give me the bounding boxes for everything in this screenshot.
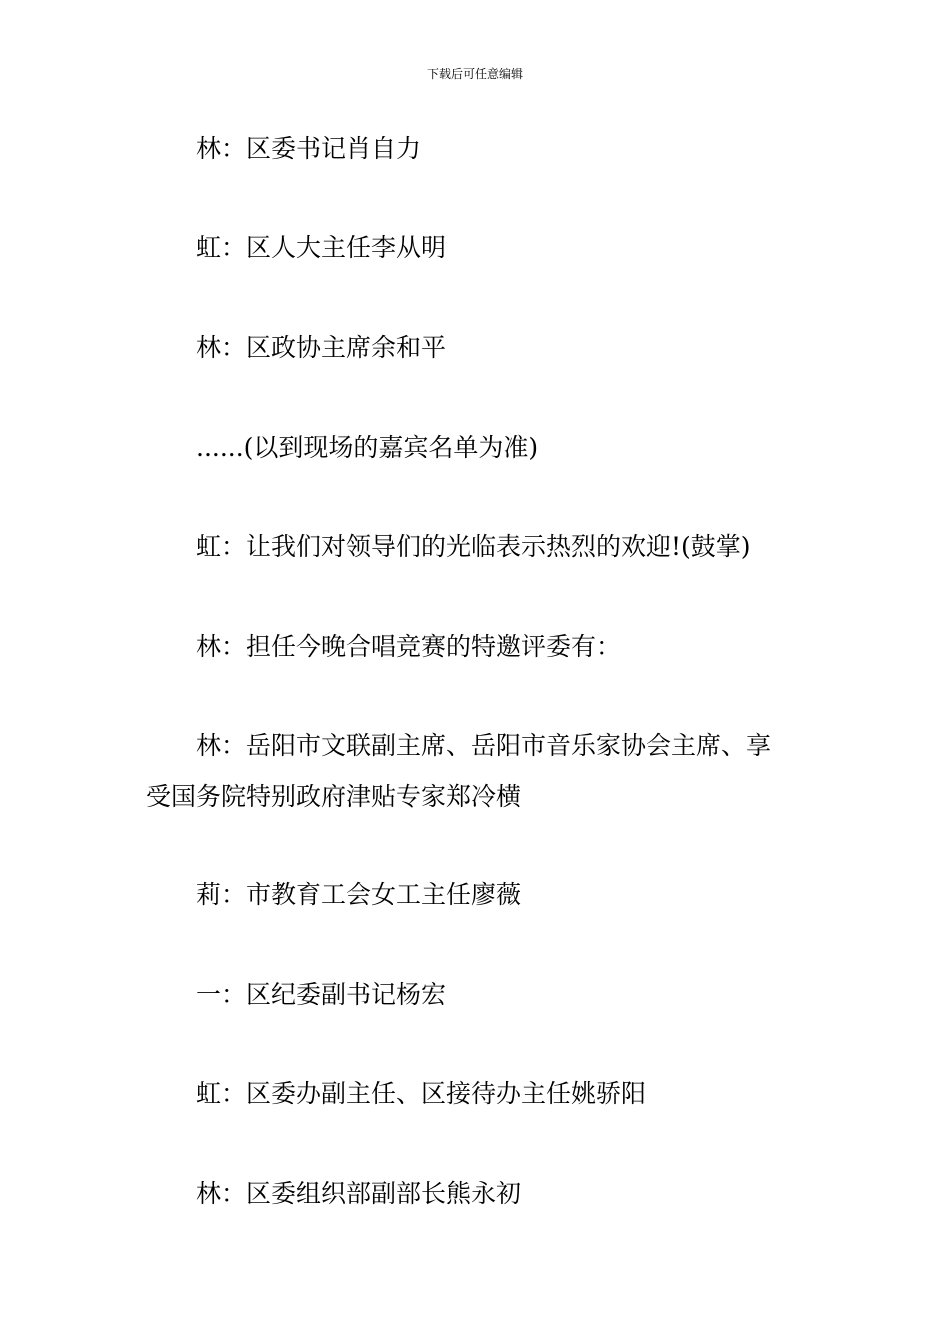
paragraph-judge-2: 莉：市教育工会女工主任廖薇: [196, 880, 522, 909]
paragraph-judge-1-line-1: 林：岳阳市文联副主席、岳阳市音乐家协会主席、享: [196, 731, 772, 760]
paragraph-judges-intro: 林：担任今晚合唱竞赛的特邀评委有：: [196, 632, 622, 661]
paragraph-judge-1-line-2: 受国务院特别政府津贴专家郑冷横: [146, 782, 522, 811]
paragraph-welcome: 虹：让我们对领导们的光临表示热烈的欢迎!(鼓掌): [196, 532, 751, 561]
paragraph-host-lin-2: 林：区政协主席余和平: [196, 333, 447, 362]
paragraph-judge-5: 林：区委组织部副部长熊永初: [196, 1179, 522, 1208]
page-header: 下载后可任意编辑: [426, 67, 523, 81]
paragraph-host-lin-1: 林：区委书记肖自力: [196, 134, 422, 163]
paragraph-guest-note: ......(以到现场的嘉宾名单为准): [196, 433, 539, 462]
paragraph-judge-4: 虹：区委办副主任、区接待办主任姚骄阳: [196, 1079, 647, 1108]
paragraph-judge-3: 一：区纪委副书记杨宏: [196, 980, 447, 1009]
paragraph-host-hong-1: 虹：区人大主任李从明: [196, 233, 447, 262]
